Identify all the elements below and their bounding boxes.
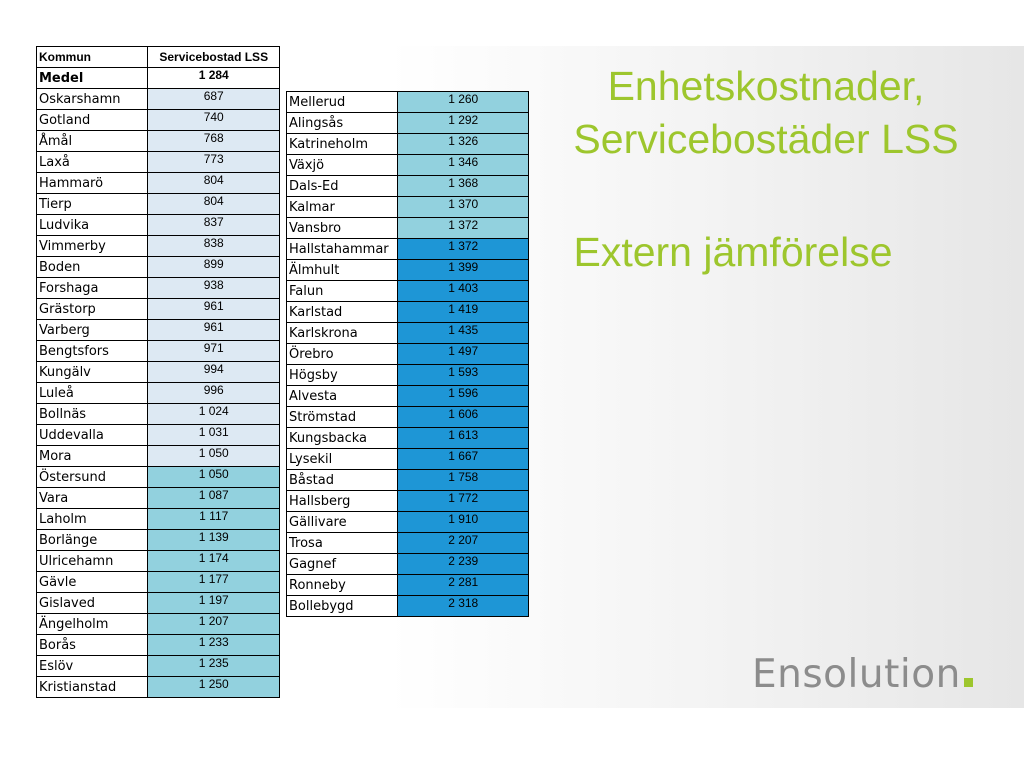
kommun-name: Vimmerby <box>37 236 148 257</box>
cost-value: 1 596 <box>398 386 529 407</box>
table-row <box>287 218 529 239</box>
kommun-name: Vara <box>37 488 148 509</box>
table-row <box>37 467 280 488</box>
cost-value: 687 <box>148 89 280 110</box>
kommun-name: Älmhult <box>287 260 398 281</box>
cost-value: 1 372 <box>398 239 529 260</box>
table-row <box>37 215 280 236</box>
kommun-name: Gagnef <box>287 554 398 575</box>
cost-value: 773 <box>148 152 280 173</box>
cost-value: 1 593 <box>398 365 529 386</box>
kommun-name: Växjö <box>287 155 398 176</box>
table-row <box>287 491 529 512</box>
kommun-name: Borlänge <box>37 530 148 551</box>
cost-value: 1 207 <box>148 614 280 635</box>
kommun-name: Hammarö <box>37 173 148 194</box>
logo-text: Ensolution <box>752 652 961 697</box>
kommun-name: Gislaved <box>37 593 148 614</box>
table-row <box>287 281 529 302</box>
table-row <box>287 239 529 260</box>
kommun-name: Tierp <box>37 194 148 215</box>
kommun-name: Kungälv <box>37 362 148 383</box>
kommun-name: Ludvika <box>37 215 148 236</box>
table-row <box>37 341 280 362</box>
kommun-name: Bollnäs <box>37 404 148 425</box>
table-row <box>37 152 280 173</box>
cost-value: 838 <box>148 236 280 257</box>
table-row <box>37 278 280 299</box>
table-row <box>287 428 529 449</box>
kommun-name: Alingsås <box>287 113 398 134</box>
kommun-name: Karlskrona <box>287 323 398 344</box>
cost-value: 1 772 <box>398 491 529 512</box>
kommun-name: Vansbro <box>287 218 398 239</box>
cost-table-left <box>36 46 280 698</box>
table-row <box>37 530 280 551</box>
table-row <box>287 176 529 197</box>
cost-value: 1 758 <box>398 470 529 491</box>
kommun-name: Gotland <box>37 110 148 131</box>
title-line-2: Servicebostäder LSS <box>573 116 959 162</box>
table-row <box>37 593 280 614</box>
cost-value: 1 197 <box>148 593 280 614</box>
kommun-name: Ulricehamn <box>37 551 148 572</box>
cost-value: 1 250 <box>148 677 280 698</box>
table-row <box>37 656 280 677</box>
kommun-name: Högsby <box>287 365 398 386</box>
title-line-1: Enhetskostnader, <box>607 63 925 109</box>
cost-value: 2 207 <box>398 533 529 554</box>
kommun-name: Åmål <box>37 131 148 152</box>
cost-value: 1 177 <box>148 572 280 593</box>
cost-value: 1 233 <box>148 635 280 656</box>
cost-value: 1 087 <box>148 488 280 509</box>
medel-label: Medel <box>37 68 148 89</box>
table-row <box>287 344 529 365</box>
table-row <box>37 509 280 530</box>
kommun-name: Katrineholm <box>287 134 398 155</box>
table-row <box>287 512 529 533</box>
kommun-name: Lysekil <box>287 449 398 470</box>
cost-value: 1 326 <box>398 134 529 155</box>
kommun-name: Laxå <box>37 152 148 173</box>
table-row <box>37 614 280 635</box>
cost-value: 804 <box>148 173 280 194</box>
kommun-name: Forshaga <box>37 278 148 299</box>
cost-value: 971 <box>148 341 280 362</box>
table-row <box>37 551 280 572</box>
table-row <box>37 677 280 698</box>
table-row <box>37 236 280 257</box>
table-row <box>37 425 280 446</box>
cost-value: 1 139 <box>148 530 280 551</box>
cost-value: 1 606 <box>398 407 529 428</box>
cost-value: 1 613 <box>398 428 529 449</box>
table-row <box>287 323 529 344</box>
cost-value: 1 260 <box>398 92 529 113</box>
table-row <box>37 131 280 152</box>
kommun-name: Mellerud <box>287 92 398 113</box>
cost-value: 837 <box>148 215 280 236</box>
cost-value: 1 024 <box>148 404 280 425</box>
table-row <box>287 470 529 491</box>
table-row <box>37 572 280 593</box>
header-kommun: Kommun <box>37 47 148 68</box>
table-row <box>287 533 529 554</box>
cost-value: 1 031 <box>148 425 280 446</box>
cost-value: 804 <box>148 194 280 215</box>
kommun-name: Hallsberg <box>287 491 398 512</box>
cost-value: 996 <box>148 383 280 404</box>
table-row <box>37 89 280 110</box>
kommun-name: Kungsbacka <box>287 428 398 449</box>
kommun-name: Falun <box>287 281 398 302</box>
kommun-name: Eslöv <box>37 656 148 677</box>
kommun-name: Trosa <box>287 533 398 554</box>
cost-value: 1 050 <box>148 467 280 488</box>
cost-value: 2 281 <box>398 575 529 596</box>
cost-value: 2 239 <box>398 554 529 575</box>
table-row <box>37 194 280 215</box>
table-row <box>287 302 529 323</box>
kommun-name: Örebro <box>287 344 398 365</box>
kommun-name: Strömstad <box>287 407 398 428</box>
table-row <box>287 113 529 134</box>
kommun-name: Östersund <box>37 467 148 488</box>
kommun-name: Båstad <box>287 470 398 491</box>
medel-value: 1 284 <box>148 68 280 89</box>
kommun-name: Bollebygd <box>287 596 398 617</box>
cost-value: 1 174 <box>148 551 280 572</box>
table-row <box>37 110 280 131</box>
kommun-name: Alvesta <box>287 386 398 407</box>
table-row <box>37 173 280 194</box>
cost-value: 1 403 <box>398 281 529 302</box>
cost-value: 938 <box>148 278 280 299</box>
cost-value: 961 <box>148 299 280 320</box>
cost-value: 1 235 <box>148 656 280 677</box>
cost-value: 1 435 <box>398 323 529 344</box>
table-row <box>287 386 529 407</box>
table-row <box>37 257 280 278</box>
kommun-name: Luleå <box>37 383 148 404</box>
cost-value: 2 318 <box>398 596 529 617</box>
kommun-name: Uddevalla <box>37 425 148 446</box>
slide-subtitle: Extern jämförelse <box>573 229 893 275</box>
cost-value: 961 <box>148 320 280 341</box>
table-row <box>37 383 280 404</box>
cost-value: 1 497 <box>398 344 529 365</box>
table-row <box>37 320 280 341</box>
kommun-name: Grästorp <box>37 299 148 320</box>
table-row <box>287 596 529 617</box>
header-servicebostad: Servicebostad LSS <box>148 47 280 68</box>
ensolution-logo <box>752 652 973 697</box>
kommun-name: Karlstad <box>287 302 398 323</box>
table-row <box>37 362 280 383</box>
kommun-name: Boden <box>37 257 148 278</box>
table-row <box>37 404 280 425</box>
kommun-name: Bengtsfors <box>37 341 148 362</box>
cost-value: 1 419 <box>398 302 529 323</box>
cost-value: 1 346 <box>398 155 529 176</box>
cost-value: 1 368 <box>398 176 529 197</box>
cost-value: 1 292 <box>398 113 529 134</box>
table-row <box>287 134 529 155</box>
table-row <box>37 635 280 656</box>
kommun-name: Varberg <box>37 320 148 341</box>
table-header-row <box>37 47 280 68</box>
kommun-name: Kalmar <box>287 197 398 218</box>
table-row <box>287 260 529 281</box>
slide-title <box>528 60 1004 166</box>
cost-value: 994 <box>148 362 280 383</box>
cost-value: 1 117 <box>148 509 280 530</box>
kommun-name: Gällivare <box>287 512 398 533</box>
medel-row <box>37 68 280 89</box>
cost-value: 899 <box>148 257 280 278</box>
table-row <box>287 449 529 470</box>
cost-value: 1 667 <box>398 449 529 470</box>
cost-value: 1 050 <box>148 446 280 467</box>
table-row <box>287 575 529 596</box>
kommun-name: Kristianstad <box>37 677 148 698</box>
cost-value: 740 <box>148 110 280 131</box>
cost-value: 1 910 <box>398 512 529 533</box>
kommun-name: Mora <box>37 446 148 467</box>
cost-value: 768 <box>148 131 280 152</box>
table-row <box>287 365 529 386</box>
cost-table-right <box>286 91 529 617</box>
kommun-name: Ronneby <box>287 575 398 596</box>
logo-dot-icon <box>964 678 973 687</box>
cost-value: 1 372 <box>398 218 529 239</box>
table-row <box>37 446 280 467</box>
cost-value: 1 399 <box>398 260 529 281</box>
table-row <box>287 554 529 575</box>
table-row <box>37 299 280 320</box>
kommun-name: Borås <box>37 635 148 656</box>
kommun-name: Hallstahammar <box>287 239 398 260</box>
table-row <box>37 488 280 509</box>
table-row <box>287 197 529 218</box>
table-row <box>287 92 529 113</box>
kommun-name: Dals-Ed <box>287 176 398 197</box>
kommun-name: Laholm <box>37 509 148 530</box>
kommun-name: Ängelholm <box>37 614 148 635</box>
kommun-name: Oskarshamn <box>37 89 148 110</box>
cost-value: 1 370 <box>398 197 529 218</box>
table-row <box>287 407 529 428</box>
table-row <box>287 155 529 176</box>
kommun-name: Gävle <box>37 572 148 593</box>
